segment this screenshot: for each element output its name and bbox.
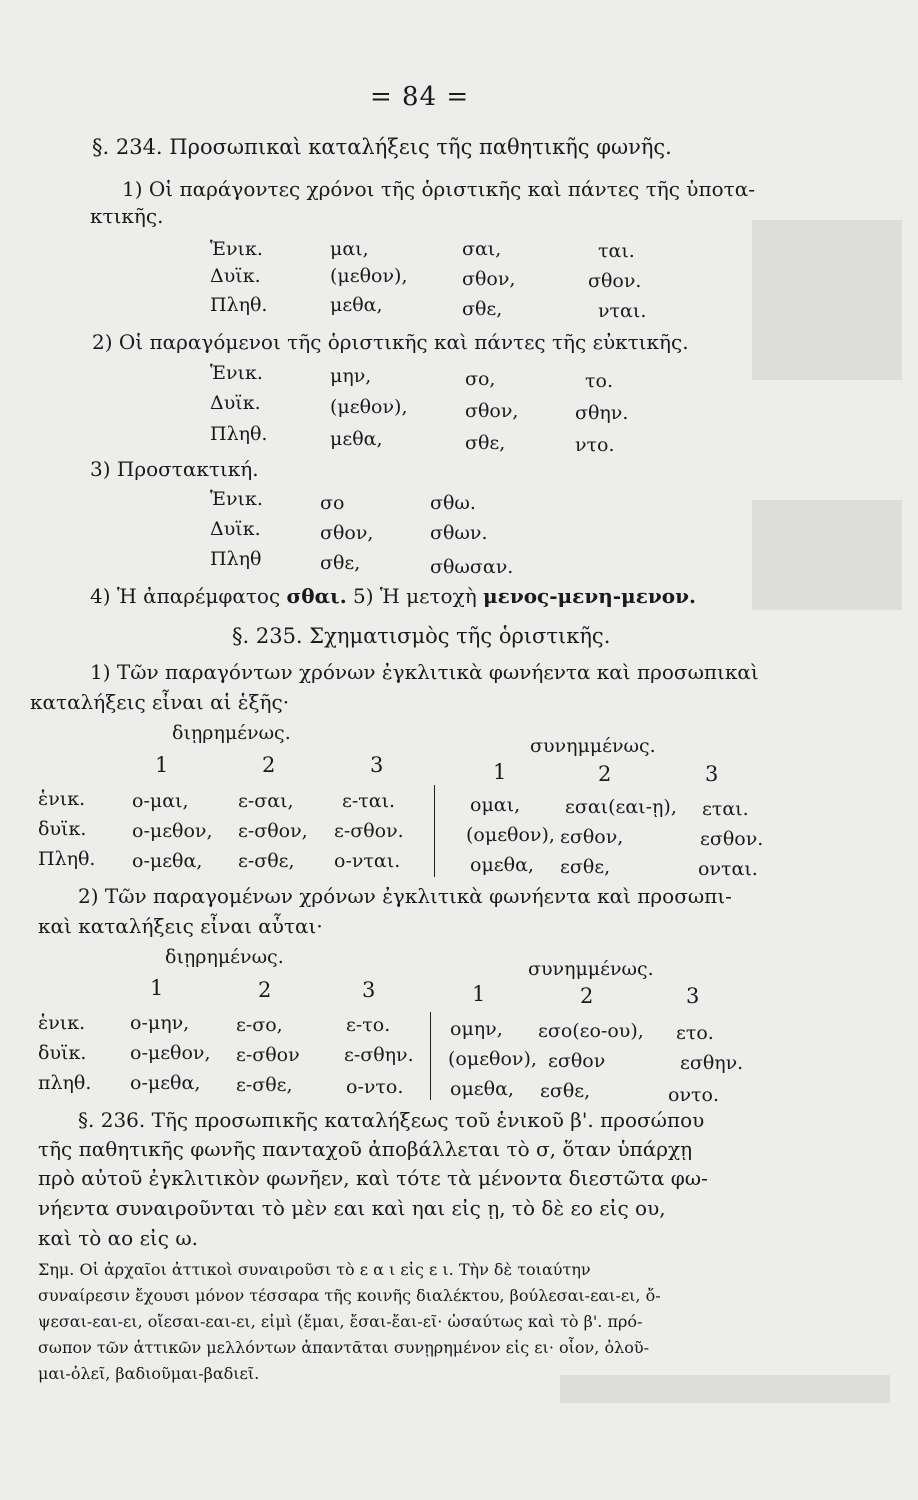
label-joined: συνημμένως. — [530, 735, 656, 757]
table-cell: ε-σαι, — [238, 790, 294, 812]
table-cell: εσθε, — [540, 1080, 591, 1102]
table-cell: μεθα, — [330, 428, 383, 450]
table-cell: σθε, — [465, 432, 506, 454]
table-cell: εσθε, — [560, 856, 611, 878]
table-cell: Πληθ — [210, 548, 262, 570]
table-cell: δυϊκ. — [38, 1042, 87, 1064]
s234-item2: 2) Οἱ παραγόμενοι τῆς ὁριστικῆς καὶ πάντες τῆς εὐκτικῆς. — [92, 330, 689, 354]
s235-p1-line2: καταλήξεις εἶναι αἱ ἑξῆς· — [30, 690, 290, 714]
column-divider — [430, 1012, 431, 1100]
table-cell: πληθ. — [38, 1072, 92, 1094]
table-cell: ο-μην, — [130, 1012, 190, 1034]
table-cell: δυϊκ. — [38, 818, 87, 840]
table-cell: (μεθον), — [330, 265, 408, 287]
label-divided: διῃρημένως. — [165, 946, 284, 968]
table-cell: Ἑνικ. — [210, 362, 263, 384]
table-cell: ο-νται. — [334, 850, 401, 872]
table-cell: (μεθον), — [330, 396, 408, 418]
column-number: 2 — [258, 978, 272, 1002]
table-cell: εσθην. — [680, 1052, 744, 1074]
item5-prefix: 5) Ἡ μετοχὴ — [353, 584, 477, 608]
table-cell: ονται. — [698, 858, 758, 880]
table-cell: σθε, — [320, 552, 361, 574]
table-cell: σαι, — [462, 238, 502, 260]
table-cell: εσθον. — [700, 828, 764, 850]
label-divided: διῃρημένως. — [172, 722, 291, 744]
table-cell: νται. — [598, 300, 647, 322]
column-divider — [434, 785, 435, 877]
table-cell: ο-μεθα, — [132, 850, 203, 872]
s234-item1-line1: 1) Οἱ παράγοντες χρόνοι τῆς ὁριστικῆς καὶ πάντες τῆς ὑποτα- — [122, 177, 755, 201]
table-cell: ομεθα, — [470, 854, 534, 876]
note-line1: Σημ. Οἱ ἀρχαῖοι ἀττικοὶ συναιροῦσι τὸ ε α ι εἰς ε ι. Τὴν δὲ τοιαύτην — [38, 1260, 591, 1279]
table-cell: Πληθ. — [210, 294, 268, 316]
bleed-through-stain — [752, 220, 902, 380]
table-cell: ομαι, — [470, 794, 521, 816]
table-cell: σθωσαν. — [430, 556, 514, 578]
s236-line2: τῆς παθητικῆς φωνῆς πανταχοῦ ἀποβάλλεται τὸ σ, ὅταν ὑπάρχῃ — [38, 1137, 693, 1161]
table-cell: ο-μεθον, — [132, 820, 213, 842]
s235-p1-line1: 1) Τῶν παραγόντων χρόνων ἐγκλιτικὰ φωνήεντα καὶ προσωπικαὶ — [90, 660, 759, 684]
table-cell: σθων. — [430, 522, 488, 544]
table-cell: ε-σθην. — [344, 1044, 414, 1066]
table-cell: Πληθ. — [210, 423, 268, 445]
table-cell: ο-μεθον, — [130, 1042, 211, 1064]
table-cell: Ἑνικ. — [210, 238, 263, 260]
table-cell: ο-μεθα, — [130, 1072, 201, 1094]
table-cell: σθον, — [320, 522, 374, 544]
table-cell: ε-σθον — [236, 1044, 300, 1066]
page-number: = 84 = — [370, 82, 470, 112]
table-cell: σο, — [465, 368, 496, 390]
table-cell: Δυϊκ. — [210, 265, 261, 287]
column-number: 1 — [472, 982, 486, 1006]
table-cell: ε-σθε, — [238, 850, 295, 872]
table-cell: ε-το. — [346, 1014, 391, 1036]
s234-items-4-5 — [90, 584, 696, 608]
item5-forms: μενος-μενη-μενον. — [483, 584, 696, 608]
table-cell: σθον. — [588, 270, 642, 292]
table-cell: μαι, — [330, 238, 369, 260]
column-number: 2 — [598, 762, 612, 786]
column-number: 2 — [262, 753, 276, 777]
table-cell: σο — [320, 492, 345, 514]
table-cell: ε-ται. — [342, 790, 396, 812]
table-cell: ετο. — [676, 1022, 714, 1044]
s236-line1: §. 236. Τῆς προσωπικῆς καταλήξεως τοῦ ἑνικοῦ β'. προσώπου — [78, 1108, 705, 1132]
table-cell: μην, — [330, 365, 372, 387]
table-cell: ε-σθον. — [334, 820, 404, 842]
s236-line4: νήεντα συναιροῦνται τὸ μὲν εαι καὶ ηαι εἰς ῃ, τὸ δὲ εο εἰς ου, — [38, 1196, 666, 1220]
column-number: 3 — [362, 978, 376, 1002]
s234-item3: 3) Προστακτική. — [90, 457, 259, 481]
s236-line5: καὶ τὸ αο εἰς ω. — [38, 1226, 198, 1250]
table-cell: ται. — [598, 240, 635, 262]
table-cell: μεθα, — [330, 294, 383, 316]
table-cell: ε-σθε, — [236, 1074, 293, 1096]
column-number: 3 — [705, 762, 719, 786]
table-cell: ντο. — [575, 434, 615, 456]
table-cell: Πληθ. — [38, 848, 96, 870]
note-line2: συναίρεσιν ἔχουσι μόνον τέσσαρα τῆς κοινῆς διαλέκτου, βούλεσαι-εαι-ει, ὄ- — [38, 1286, 661, 1305]
column-number: 3 — [686, 984, 700, 1008]
table-cell: ομην, — [450, 1018, 503, 1040]
column-number: 1 — [150, 976, 164, 1000]
table-cell: σθην. — [575, 402, 629, 424]
s235-p2-line2: καὶ καταλήξεις εἶναι αὗται· — [38, 914, 323, 938]
item4-prefix: 4) Ἡ ἀπαρέμφατος — [90, 584, 281, 608]
bleed-through-stain — [560, 1375, 890, 1403]
note-line5: μαι-ὀλεῖ, βαδιοῦμαι-βαδιεῖ. — [38, 1364, 260, 1383]
table-cell: Δυϊκ. — [210, 518, 261, 540]
table-cell: σθω. — [430, 492, 476, 514]
table-cell: (ομεθον), — [466, 824, 555, 846]
bleed-through-stain — [752, 500, 902, 610]
table-cell: σθε, — [462, 298, 503, 320]
section-234-heading: §. 234. Προσωπικαὶ καταλήξεις τῆς παθητικῆς φωνῆς. — [92, 135, 672, 159]
section-235-heading: §. 235. Σχηματισμὸς τῆς ὁριστικῆς. — [232, 624, 611, 648]
table-cell: Ἑνικ. — [210, 488, 263, 510]
table-cell: ομεθα, — [450, 1078, 514, 1100]
label-joined: συνημμένως. — [528, 958, 654, 980]
s235-p2-line1: 2) Τῶν παραγομένων χρόνων ἐγκλιτικὰ φωνήεντα καὶ προσωπι- — [78, 884, 732, 908]
table-cell: (ομεθον), — [448, 1048, 537, 1070]
table-cell: εσθον — [548, 1050, 606, 1072]
table-cell: εσθον, — [560, 826, 624, 848]
table-cell: ε-σο, — [236, 1014, 283, 1036]
table-cell: ο-μαι, — [132, 790, 189, 812]
table-cell: εται. — [702, 798, 749, 820]
note-line4: σωπον τῶν ἀττικῶν μελλόντων ἀπαντᾶται συνῃρημένον εἰς ει· οἷον, ὀλοῦ- — [38, 1338, 649, 1357]
table-cell: ε-σθον, — [238, 820, 308, 842]
column-number: 1 — [155, 753, 169, 777]
table-cell: εσαι(εαι-ῃ), — [565, 796, 677, 818]
table-cell: το. — [585, 370, 613, 392]
item4-form: σθαι. — [286, 584, 347, 608]
table-cell: εσο(εο-ου), — [538, 1020, 644, 1042]
table-cell: σθον, — [465, 400, 519, 422]
table-cell: οντο. — [668, 1084, 719, 1106]
table-cell: σθον, — [462, 268, 516, 290]
note-line3: ψεσαι-εαι-ει, οἴεσαι-εαι-ει, εἰμὶ (ἔμαι, ἔσαι-ἔαι-εῖ· ὡσαύτως καὶ τὸ β'. πρό- — [38, 1312, 643, 1331]
s236-line3: πρὸ αὐτοῦ ἐγκλιτικὸν φωνῆεν, καὶ τότε τὰ μένοντα διεστῶτα φω- — [38, 1166, 708, 1190]
s234-item1-line2: κτικῆς. — [90, 204, 164, 228]
table-cell: Δυϊκ. — [210, 392, 261, 414]
table-cell: ἑνικ. — [38, 788, 86, 810]
table-cell: ο-ντο. — [346, 1076, 404, 1098]
column-number: 1 — [493, 760, 507, 784]
column-number: 2 — [580, 984, 594, 1008]
table-cell: ἑνικ. — [38, 1012, 86, 1034]
column-number: 3 — [370, 753, 384, 777]
